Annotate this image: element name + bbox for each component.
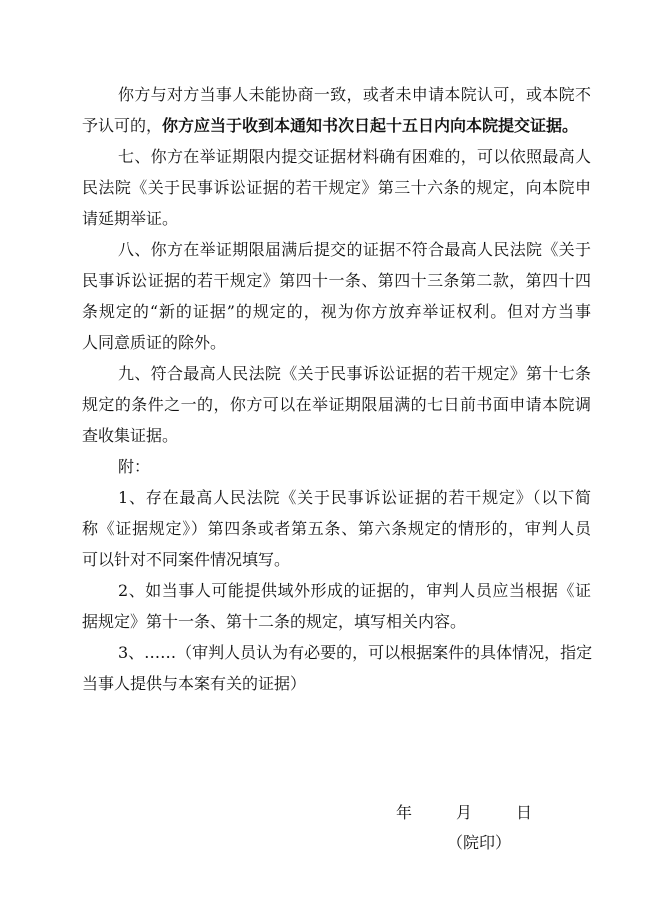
note-2-line-1: 2、如当事人可能提供域外形成的证据的，审判人员应当根据《证 xyxy=(118,581,591,600)
paragraph-9-line-2: 规定的条件之一的，你方可以在举证期限届满的七日前书面申请本院调 xyxy=(82,395,591,414)
note-3-line-2: 当事人提供与本案有关的证据） xyxy=(82,674,307,693)
paragraph-9-line-3: 查收集证据。 xyxy=(82,426,179,445)
paragraph-1-line-1: 你方与对方当事人未能协商一致，或者未申请本院认可，或本院不 xyxy=(118,85,591,104)
date-day: 日 xyxy=(516,803,533,822)
deadline-statement: 你方应当于收到本通知书次日起十五日内向本院提交证据。 xyxy=(162,116,579,135)
note-1-line-1: 1、存在最高人民法院《关于民事诉讼证据的若干规定》（以下简 xyxy=(118,488,591,507)
date-month: 月 xyxy=(456,803,473,822)
note-3-line-1: 3、……（审判人员认为有必要的，可以根据案件的具体情况，指定 xyxy=(118,643,593,662)
paragraph-1-text: 予认可的， xyxy=(82,116,163,135)
note-2-line-2: 据规定》第十一条、第十二条的规定，填写相关内容。 xyxy=(82,612,467,631)
paragraph-8-line-4: 人同意质证的除外。 xyxy=(82,333,227,352)
paragraph-8-line-2: 民事诉讼证据的若干规定》第四十一条、第四十三条第二款，第四十四 xyxy=(82,271,591,290)
paragraph-7-line-1: 七、你方在举证期限内提交证据材料确有困难的，可以依照最高人 xyxy=(118,147,591,166)
paragraph-8-line-1: 八、你方在举证期限届满后提交的证据不符合最高人民法院《关于 xyxy=(118,240,591,259)
paragraph-1-line-2 xyxy=(82,116,591,136)
paragraph-7-line-2: 民法院《关于民事诉讼证据的若干规定》第三十六条的规定，向本院申 xyxy=(82,178,591,197)
note-1-line-3: 可以针对不同案件情况填写。 xyxy=(82,550,291,569)
court-seal-label: （院印） xyxy=(447,833,512,852)
date-year: 年 xyxy=(396,803,413,822)
paragraph-7-line-3: 请延期举证。 xyxy=(82,209,179,228)
note-1-line-2: 称《证据规定》）第四条或者第五条、第六条规定的情形的，审判人员 xyxy=(82,519,591,538)
paragraph-9-line-1: 九、符合最高人民法院《关于民事诉讼证据的若干规定》第十七条 xyxy=(118,364,591,383)
paragraph-8-line-3: 条规定的“新的证据”的规定的，视为你方放弃举证权利。但对方当事 xyxy=(82,302,591,321)
appendix-heading: 附： xyxy=(118,457,151,476)
